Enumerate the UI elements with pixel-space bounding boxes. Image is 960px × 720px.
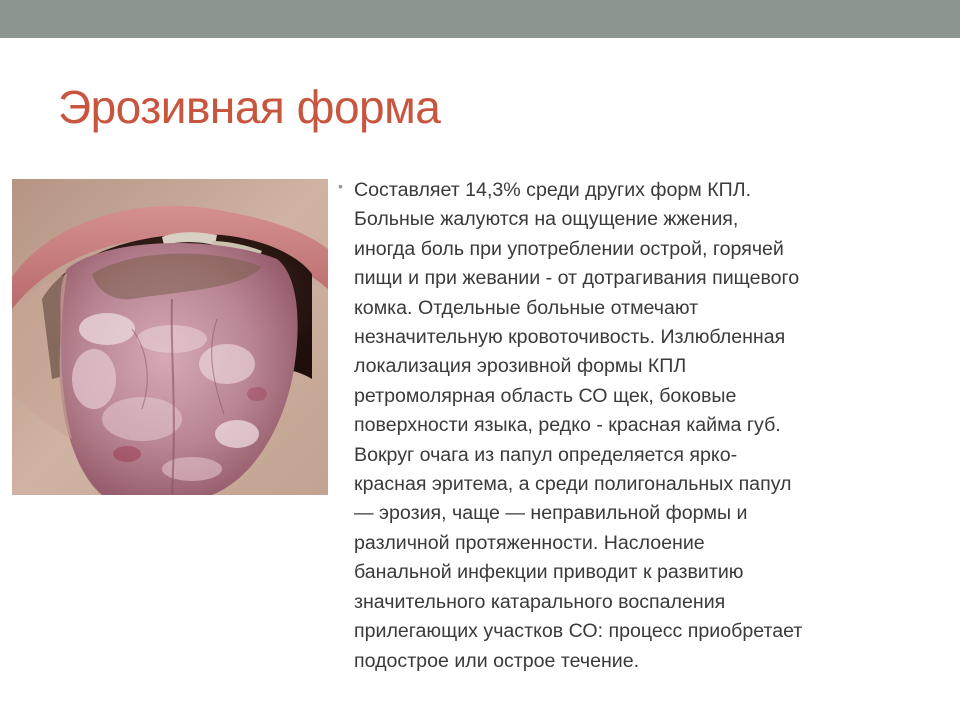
tongue-photo [12, 179, 328, 495]
slide-title: Эрозивная форма [58, 81, 441, 133]
bullet-text: Составляет 14,3% среди других форм КПЛ. Больные жалуются на ощущение жжения, иногда боль при употреблении острой, горячей пищи и при жевании - от дотрагивания пищевого комка. Отдельные больные отмечают незначительную кровоточивость. Излюбленная локализация эрозивной формы КПЛ ретромолярная область СО щек, боковые поверхности языка, редко - красная кайма губ. Вокруг очага из папул определяется ярко- красная эритема, а среди полигональных папул — эрозия, чаще — неправильной формы и различной протяженности. Наслоение банальной инфекции приводит к развитию значительного катарального воспаления прилегающих участков СО: процесс приобретает подострое или острое течение. [354, 179, 803, 672]
bullet-marker: • [338, 178, 343, 194]
bullet-item [338, 176, 908, 676]
top-band [0, 0, 960, 38]
